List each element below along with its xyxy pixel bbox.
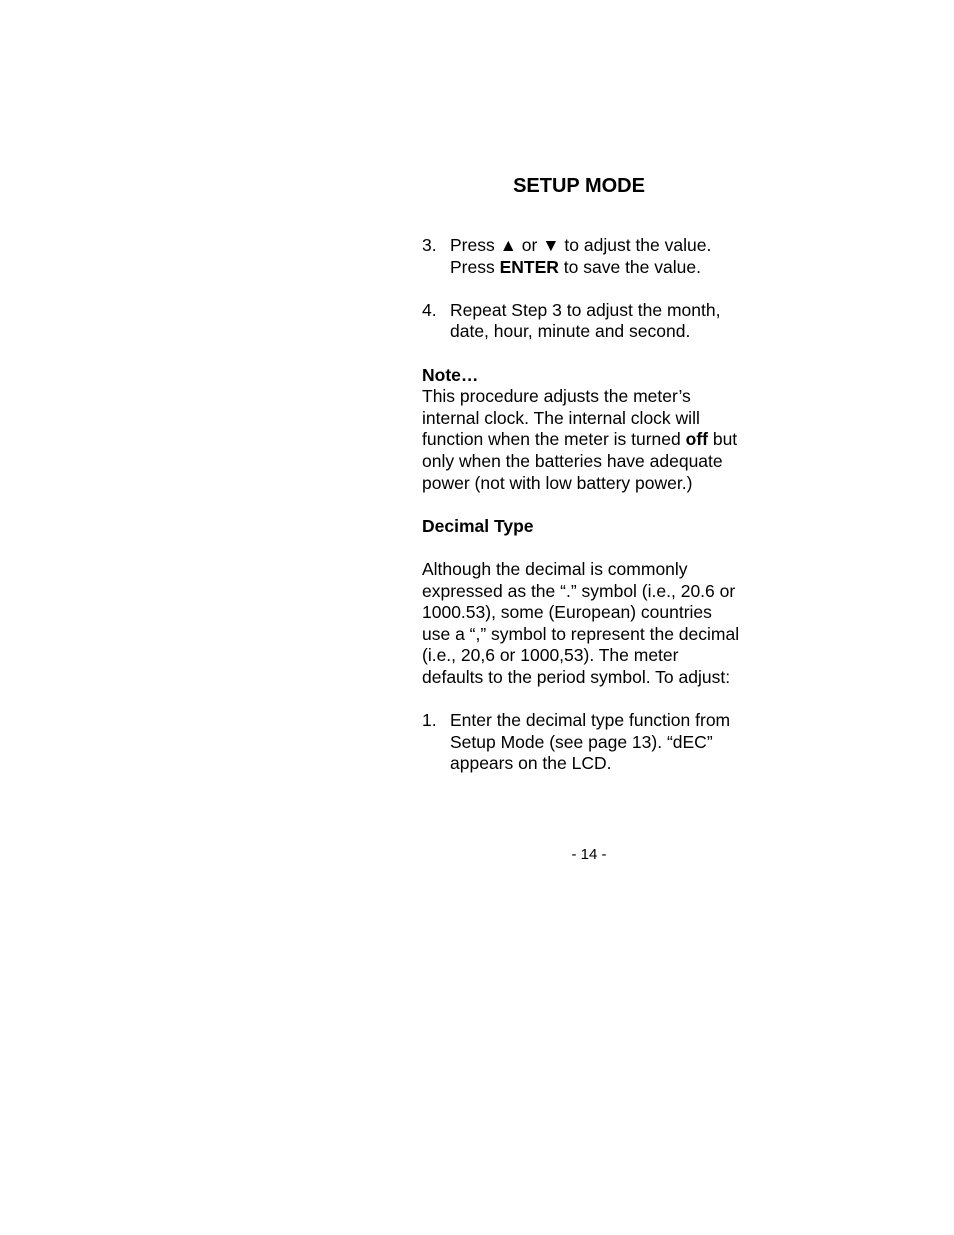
- step-number: 1.: [422, 710, 437, 731]
- up-arrow-icon: ▲: [499, 235, 517, 255]
- step-text-part: to adjust the value.: [559, 235, 712, 255]
- step-text-part: Press: [450, 256, 500, 277]
- step-4: [422, 300, 740, 343]
- step-text: Enter the decimal type function from Setup Mode (see page 13). “dEC” appears on the LCD.: [450, 710, 731, 774]
- step-number: 3.: [422, 235, 437, 255]
- step-text: [450, 235, 740, 278]
- section-paragraph: Although the decimal is commonly expressed as the “.” symbol (i.e., 20.6 or 1000.53), some (European) countries use a “,” symbol to represent the decimal (i.e., 20,6 or 1000,53). The meter defaults to the period symbol. To adjust:: [422, 558, 740, 687]
- step-text-part: or: [516, 235, 543, 255]
- step-3: [422, 235, 740, 278]
- page-number: - 14 -: [571, 846, 607, 863]
- content-column: [422, 235, 740, 775]
- step-text-part: Press: [450, 235, 500, 255]
- step-1: [422, 710, 740, 775]
- section-title: Decimal Type: [422, 515, 534, 536]
- step-text: Repeat Step 3 to adjust the month, date, hour, minute and second.: [450, 299, 721, 342]
- step-text-part: to save the value.: [558, 256, 701, 277]
- down-arrow-icon: ▼: [542, 235, 560, 255]
- enter-key-label: ENTER: [499, 256, 559, 277]
- note-text: This procedure adjusts the meter’s internal clock. The internal clock will function when the meter is turned off but only when the batteries have adequate power (not with low battery power.): [422, 386, 738, 493]
- step-number: 4.: [422, 299, 437, 320]
- note-title: Note…: [422, 364, 479, 385]
- note-bold-word: off: [685, 429, 708, 450]
- page-title: SETUP MODE: [513, 175, 645, 197]
